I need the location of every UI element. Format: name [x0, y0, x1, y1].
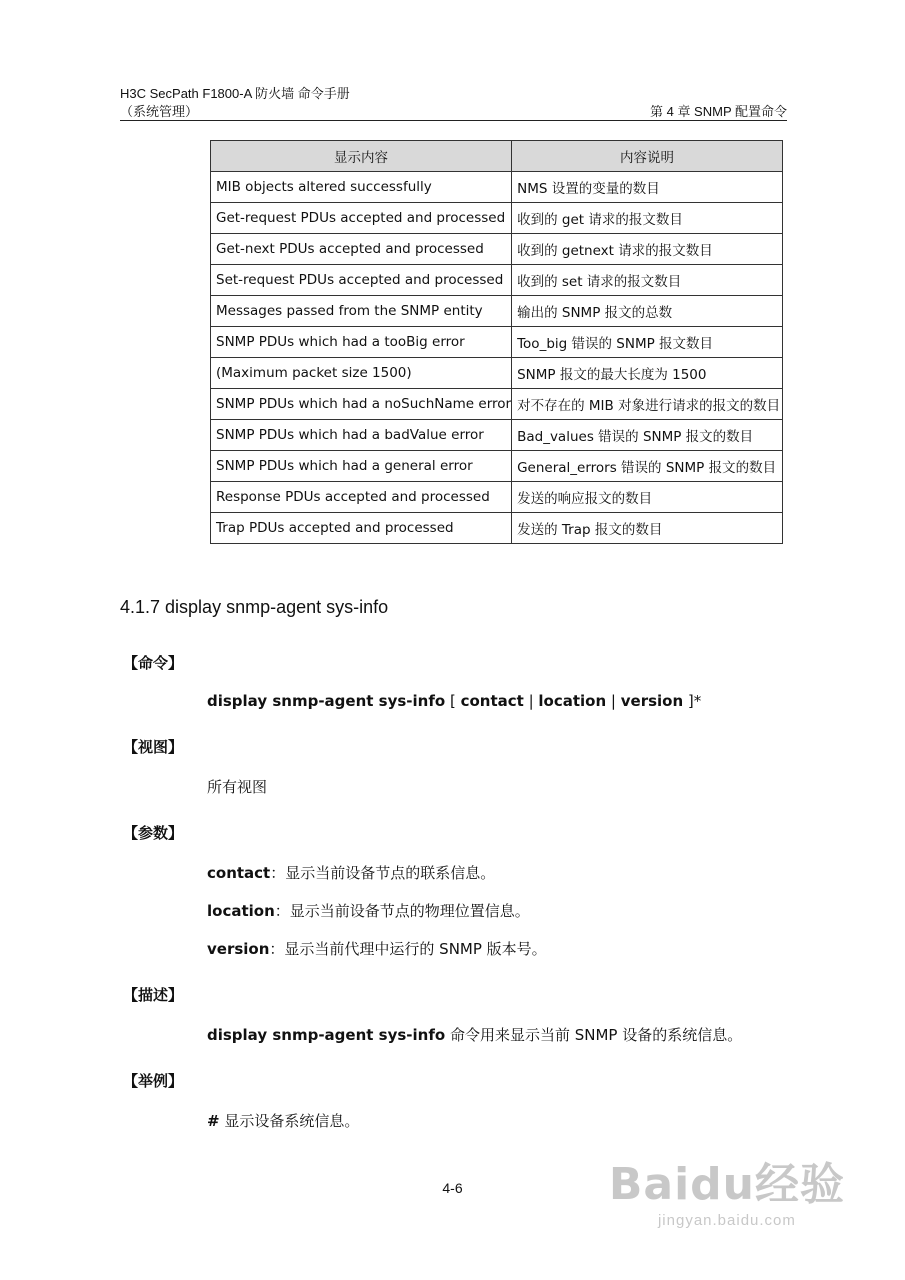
header-chapter: 第 4 章 SNMP 配置命令 [649, 104, 787, 119]
field-description: 发送的响应报文的数目 [512, 482, 783, 513]
option-contact: contact [460, 692, 524, 710]
command-label: 【命令】 [123, 654, 184, 672]
param-name: version [207, 940, 270, 958]
command-syntax [207, 692, 701, 710]
header-divider [120, 120, 787, 121]
field-description: SNMP 报文的最大长度为 1500 [512, 358, 783, 389]
param-item [207, 862, 495, 883]
column-header: 显示内容 [211, 141, 512, 172]
field-name: Set-request PDUs accepted and processed [211, 265, 512, 296]
param-name: contact [207, 864, 271, 882]
param-name: location [207, 902, 275, 920]
field-description: 收到的 set 请求的报文数目 [512, 265, 783, 296]
syntax-separator: | [523, 692, 539, 710]
field-name: SNMP PDUs which had a noSuchName error [211, 389, 512, 420]
view-text: 所有视图 [207, 778, 268, 796]
syntax-bracket: [ [445, 692, 461, 710]
table-row [211, 482, 783, 513]
description-command: display snmp-agent sys-info [207, 1026, 446, 1044]
example-label: 【举例】 [123, 1072, 184, 1090]
syntax-separator: | [606, 692, 621, 710]
view-label: 【视图】 [123, 738, 184, 756]
field-name: SNMP PDUs which had a general error [211, 451, 512, 482]
baidu-watermark [609, 1148, 845, 1229]
example-text [207, 1110, 359, 1131]
example-body: 显示设备系统信息。 [219, 1112, 360, 1130]
table-row [211, 172, 783, 203]
field-description: 收到的 get 请求的报文数目 [512, 203, 783, 234]
param-item [207, 938, 547, 959]
description-text [207, 1024, 742, 1045]
example-hash: # [207, 1112, 220, 1130]
field-name: Get-request PDUs accepted and processed [211, 203, 512, 234]
table-row [211, 513, 783, 544]
params-label: 【参数】 [123, 824, 184, 842]
watermark-brand: Baidu经验 [608, 1159, 845, 1210]
param-item [207, 900, 530, 921]
command-name: display snmp-agent sys-info [207, 692, 446, 710]
field-name: Trap PDUs accepted and processed [211, 513, 512, 544]
field-description: Too_big 错误的 SNMP 报文数目 [512, 327, 783, 358]
table-row [211, 389, 783, 420]
param-desc: ：显示当前设备节点的物理位置信息。 [274, 902, 530, 920]
field-description: 输出的 SNMP 报文的总数 [512, 296, 783, 327]
table-row [211, 296, 783, 327]
table-row [211, 265, 783, 296]
table-header-row [211, 141, 783, 172]
field-description: 收到的 getnext 请求的报文数目 [512, 234, 783, 265]
param-desc: ：显示当前设备节点的联系信息。 [270, 864, 496, 882]
section-title: 4.1.7 display snmp-agent sys-info [120, 597, 389, 617]
table-row [211, 451, 783, 482]
table-row [211, 420, 783, 451]
field-name: MIB objects altered successfully [211, 172, 512, 203]
display-fields-table [210, 140, 783, 544]
header-title: H3C SecPath F1800-A 防火墙 命令手册 [120, 86, 350, 101]
table-row [211, 234, 783, 265]
param-desc: ：显示当前代理中运行的 SNMP 版本号。 [269, 940, 547, 958]
table-row [211, 327, 783, 358]
header-subtitle: （系统管理） [120, 104, 199, 119]
watermark-url: jingyan.baidu.com [657, 1212, 796, 1229]
field-description: 对不存在的 MIB 对象进行请求的报文的数目 [512, 389, 783, 420]
description-body: 命令用来显示当前 SNMP 设备的系统信息。 [445, 1026, 743, 1044]
field-description: NMS 设置的变量的数目 [512, 172, 783, 203]
field-description: Bad_values 错误的 SNMP 报文的数目 [512, 420, 783, 451]
field-description: General_errors 错误的 SNMP 报文的数目 [512, 451, 783, 482]
field-description: 发送的 Trap 报文的数目 [512, 513, 783, 544]
option-location: location [538, 692, 607, 710]
field-name: (Maximum packet size 1500) [211, 358, 512, 389]
field-name: Get-next PDUs accepted and processed [211, 234, 512, 265]
column-header: 内容说明 [512, 141, 783, 172]
table-row [211, 358, 783, 389]
table-row [211, 203, 783, 234]
field-name: SNMP PDUs which had a badValue error [211, 420, 512, 451]
field-name: SNMP PDUs which had a tooBig error [211, 327, 512, 358]
field-name: Response PDUs accepted and processed [211, 482, 512, 513]
description-label: 【描述】 [123, 986, 184, 1004]
page-number: 4-6 [442, 1180, 463, 1196]
field-name: Messages passed from the SNMP entity [211, 296, 512, 327]
option-version: version [620, 692, 684, 710]
syntax-bracket: ]* [683, 692, 702, 710]
